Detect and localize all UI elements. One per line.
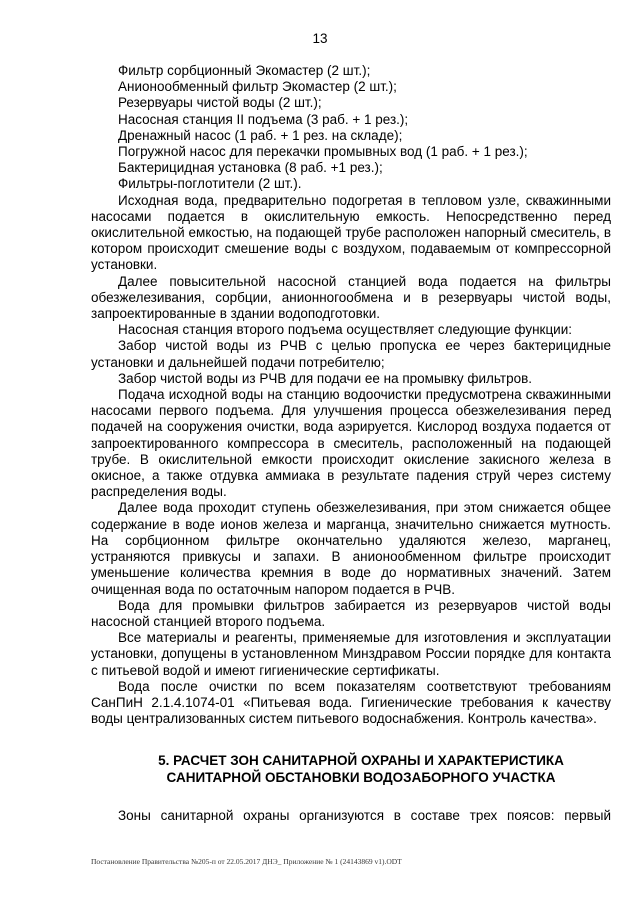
paragraph: Все материалы и реагенты, применяемые для изготовления и эксплуатации установки, допущены в установленном Минздравом России порядке для контакта с питьевой водой и имеют гигиенические сертификаты. <box>91 630 611 678</box>
list-item: Дренажный насос (1 раб. + 1 рез. на складе); <box>118 127 403 143</box>
paragraph: Далее повысительной насосной станцией вода подается на фильтры обезжелезивания, сорбции, анионногообмена и в резервуары чистой воды, запроектированные в здании водоподготовки. <box>91 273 611 322</box>
section-heading <box>91 753 611 785</box>
document-body <box>91 63 611 824</box>
paragraph: Забор чистой воды из РЧВ для подачи ее на промывку фильтров. <box>118 370 533 386</box>
paragraph: Зоны санитарной охраны организуются в составе трех поясов: первый <box>118 807 611 823</box>
paragraph: Насосная станция второго подъема осуществляет следующие функции: <box>118 322 573 338</box>
paragraph: Вода для промывки фильтров забирается из резервуаров чистой воды насосной станцией второго подъема. <box>91 597 611 629</box>
paragraph: Вода после очистки по всем показателям соответствуют требованиям СанПиН 2.1.4.1074-01 «Питьевая вода. Гигиенические требования к качеству воды централизованных систем питьевого водоснабжения. Контроль качества». <box>91 678 611 727</box>
list-item: Анионообменный фильтр Экомастер (2 шт.); <box>118 79 397 95</box>
list-item: Резервуары чистой воды (2 шт.); <box>118 95 322 111</box>
list-item: Погружной насос для перекачки промывных вод (1 раб. + 1 рез.); <box>118 144 528 160</box>
section-heading-line2: САНИТАРНОЙ ОБСТАНОВКИ ВОДОЗАБОРНОГО УЧАСТКА <box>166 769 556 785</box>
paragraph: Далее вода проходит ступень обезжелезивания, при этом снижается общее содержание в воде ионов железа и марганца, значительно снижается мутность. На сорбционном фильтре окончательно удаляются железо, марганец, устраняются привкусы и запахи. В анионообменном фильтре происходит уменьшение количества кремния в воде до нормативных значений. Затем очищенная вода по остаточным напором подается в РЧВ. <box>91 500 611 597</box>
page-number: 13 <box>312 31 328 46</box>
section-heading-line1: 5. РАСЧЕТ ЗОН САНИТАРНОЙ ОХРАНЫ И ХАРАКТЕРИСТИКА <box>158 753 564 769</box>
list-item: Бактерицидная установка (8 раб. +1 рез.); <box>118 160 383 176</box>
equipment-list <box>91 63 611 193</box>
list-item: Фильтр сорбционный Экомастер (2 шт.); <box>118 63 371 78</box>
list-item: Фильтры-поглотители (2 шт.). <box>118 176 302 192</box>
list-item: Насосная станция II подъема (3 раб. + 1 рез.); <box>118 111 409 127</box>
page-footer: Постановление Правительства №205-п от 22.05.2017 ДНЭ_ Приложение № 1 (24143869 v1).ODT <box>91 857 402 866</box>
paragraph: Подача исходной воды на станцию водоочистки предусмотрена скважинными насосами первого подъема. Для улучшения процесса обезжелезивания перед подачей на сооружения очистки, вода аэрируется. Кислород воздуха подается от запроектированного компрессора в смеситель, расположенный на подающей трубе. В окислительной емкости происходит окисление закисного железа в окисное, а также отдувка аммиака в результате падения струй через систему распределения воды. <box>91 387 611 500</box>
paragraph: Исходная вода, предварительно подогретая в тепловом узле, скважинными насосами подается в окислительную емкость. Непосредственно перед окислительной емкостью, на подающей трубе расположен напорный смеситель, в котором происходит смешение воды с воздухом, подаваемым от компрессорной установки. <box>91 192 611 273</box>
paragraph: Забор чистой воды из РЧВ с целью пропуска ее через бактерицидные установки и дальнейшей подачи потребителю; <box>91 338 611 370</box>
